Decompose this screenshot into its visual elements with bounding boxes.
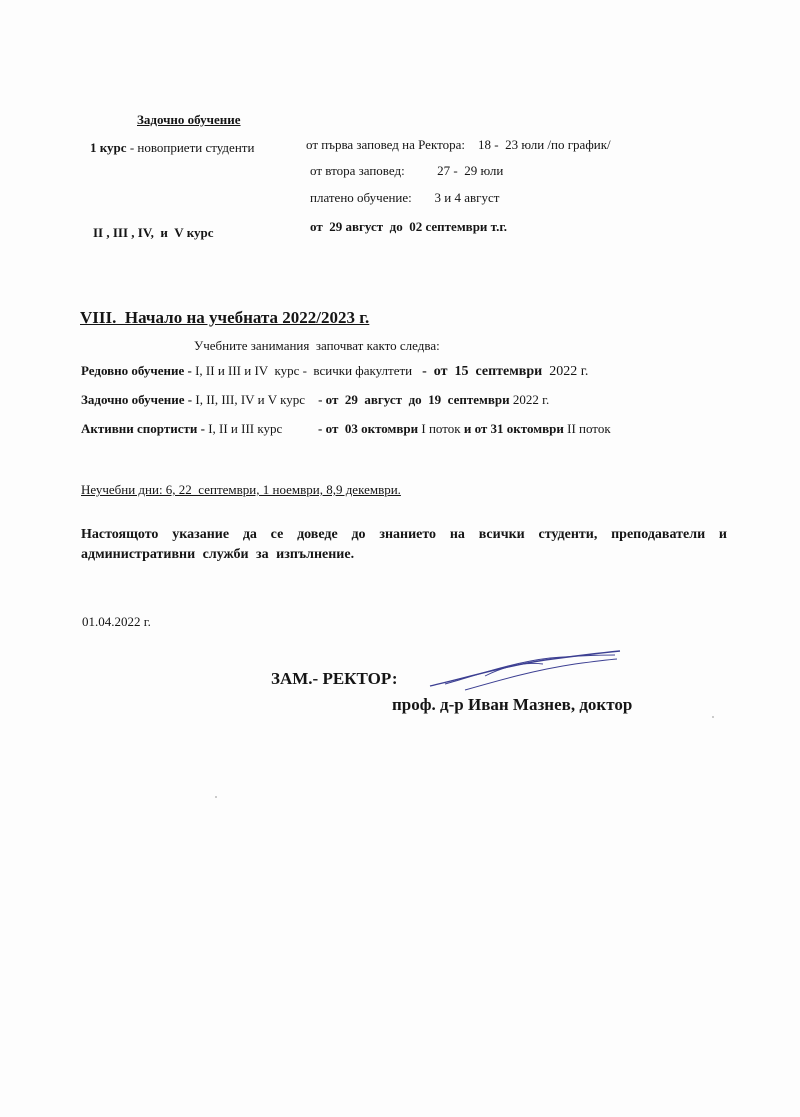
row2-value: от втора заповед: 27 - 29 юли — [310, 163, 504, 178]
zadochno-heading: Задочно обучение — [137, 112, 241, 127]
line1-bold1: Редовно обучение - — [81, 363, 196, 378]
line2-bold1: Задочно обучение - — [81, 392, 196, 407]
row1-value: от първа заповед на Ректора: 18 - 23 юли /по график/ — [306, 137, 611, 152]
notice-paragraph: Настоящото указание да се доведе до знанието на всички студенти, преподаватели и административни служби за изпълнение. — [81, 527, 727, 562]
line1-reg1: I, II и III и IV курс - всички факултети — [195, 363, 419, 378]
line3-bold2: - от 03 октомври — [314, 421, 419, 436]
line2-reg2: 2022 г. — [509, 392, 550, 407]
scan-speck — [215, 796, 217, 798]
line1-bold2: - от 15 септември — [418, 364, 546, 379]
line2-bold2: - от 29 август до 19 септември — [314, 392, 510, 407]
line3-reg3: II поток — [563, 421, 611, 436]
line-active-athletes — [81, 421, 611, 437]
signatory-name: проф. д-р Иван Мазнев, доктор — [392, 695, 633, 714]
row1-label-rest: - новоприети студенти — [126, 140, 255, 155]
line3-reg1: I, II и III курс — [208, 421, 315, 436]
non-school-days: Неучебни дни: 6, 22 септември, 1 ноември, 8,9 декември. — [81, 482, 401, 497]
signature-graphic — [425, 646, 625, 696]
line3-bold3: и от 31 октомври — [463, 421, 564, 436]
row1-label — [90, 140, 254, 156]
row3-value: платено обучение: 3 и 4 август — [310, 190, 500, 205]
row1-label-bold: 1 курс — [90, 140, 127, 155]
line2-reg1: I, II, III, IV и V курс — [195, 392, 315, 407]
scan-speck — [712, 716, 714, 718]
signatory-title: ЗАМ.- РЕКТОР: — [271, 669, 398, 688]
line-regular-studies — [81, 363, 588, 380]
section-viii-heading: VIII. Начало на учебната 2022/2023 г. — [80, 308, 370, 327]
row4-label: II , III , IV, и V курс — [93, 225, 214, 240]
section-viii-intro: Учебните занимания започват както следва: — [194, 338, 440, 353]
row4-value: от 29 август до 02 септември т.г. — [310, 219, 508, 234]
line-correspondence-studies — [81, 392, 549, 408]
line1-reg2: 2022 г. — [545, 364, 589, 379]
line3-reg2: I поток — [418, 421, 464, 436]
document-date: 01.04.2022 г. — [82, 614, 151, 629]
line3-bold1: Активни спортисти - — [81, 421, 209, 436]
